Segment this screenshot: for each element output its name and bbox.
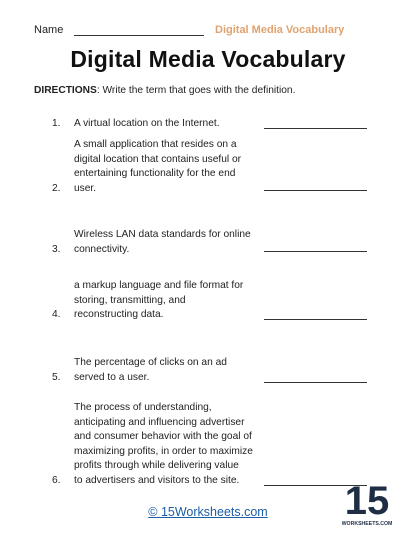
definition-line: storing, transmitting, and [74, 294, 186, 306]
directions-text: : Write the term that goes with the definition. [96, 85, 296, 96]
page-title: Digital Media Vocabulary [70, 46, 346, 72]
question-number: 5. [52, 371, 61, 383]
definition-line: The process of understanding, [74, 402, 212, 413]
definition-line: maximizing profits, in order to maximize [74, 445, 253, 457]
answer-line[interactable] [264, 382, 367, 383]
logo-graphic [342, 474, 392, 528]
question-number: 2. [52, 182, 61, 194]
name-field-line[interactable] [74, 35, 204, 36]
footer-link[interactable]: © 15Worksheets.com [148, 505, 268, 519]
worksheets-logo [342, 474, 392, 528]
directions-label: DIRECTIONS [34, 85, 97, 96]
question-number: 4. [52, 309, 61, 320]
directions [34, 85, 295, 96]
question-number: 6. [52, 474, 61, 486]
definition-line: A virtual location on the Internet. [74, 118, 220, 129]
definition-line: anticipating and influencing advertiser [74, 416, 245, 428]
definition-line: digital location that contains useful or [74, 153, 242, 165]
definition-line: served to a user. [74, 371, 150, 383]
definition-line: Wireless LAN data standards for online [74, 229, 251, 240]
logo-number: 15 [344, 479, 390, 523]
definition-line: A small application that resides on a [74, 139, 237, 150]
worksheet-header [34, 24, 394, 38]
definition-line: profits through while delivering value [74, 460, 239, 471]
answer-line[interactable] [264, 190, 367, 191]
question-definition [74, 356, 262, 385]
question-definition [74, 279, 262, 323]
definition-line: and consumer behavior with the goal of [74, 431, 252, 442]
name-label: Name [34, 24, 64, 36]
answer-line[interactable] [264, 251, 367, 252]
question-definition [74, 117, 262, 132]
logo-text: WORKSHEETS.COM [342, 521, 392, 527]
answer-line[interactable] [264, 319, 367, 320]
definition-line: user. [74, 182, 97, 194]
question-number: 3. [52, 243, 61, 255]
definition-line: connectivity. [74, 243, 130, 255]
header-title: Digital Media Vocabulary [215, 24, 345, 36]
question-definition [74, 138, 262, 196]
definition-line: entertaining functionality for the end [74, 168, 236, 179]
definition-line: a markup language and file format for [74, 280, 244, 291]
definition-line: reconstructing data. [74, 309, 164, 320]
definition-line: The percentage of clicks on an ad [74, 357, 227, 368]
question-definition [74, 228, 262, 257]
question-number: 1. [52, 118, 61, 129]
answer-line[interactable] [264, 128, 367, 129]
definition-line: to advertisers and visitors to the site. [74, 474, 240, 486]
question-definition [74, 401, 262, 488]
